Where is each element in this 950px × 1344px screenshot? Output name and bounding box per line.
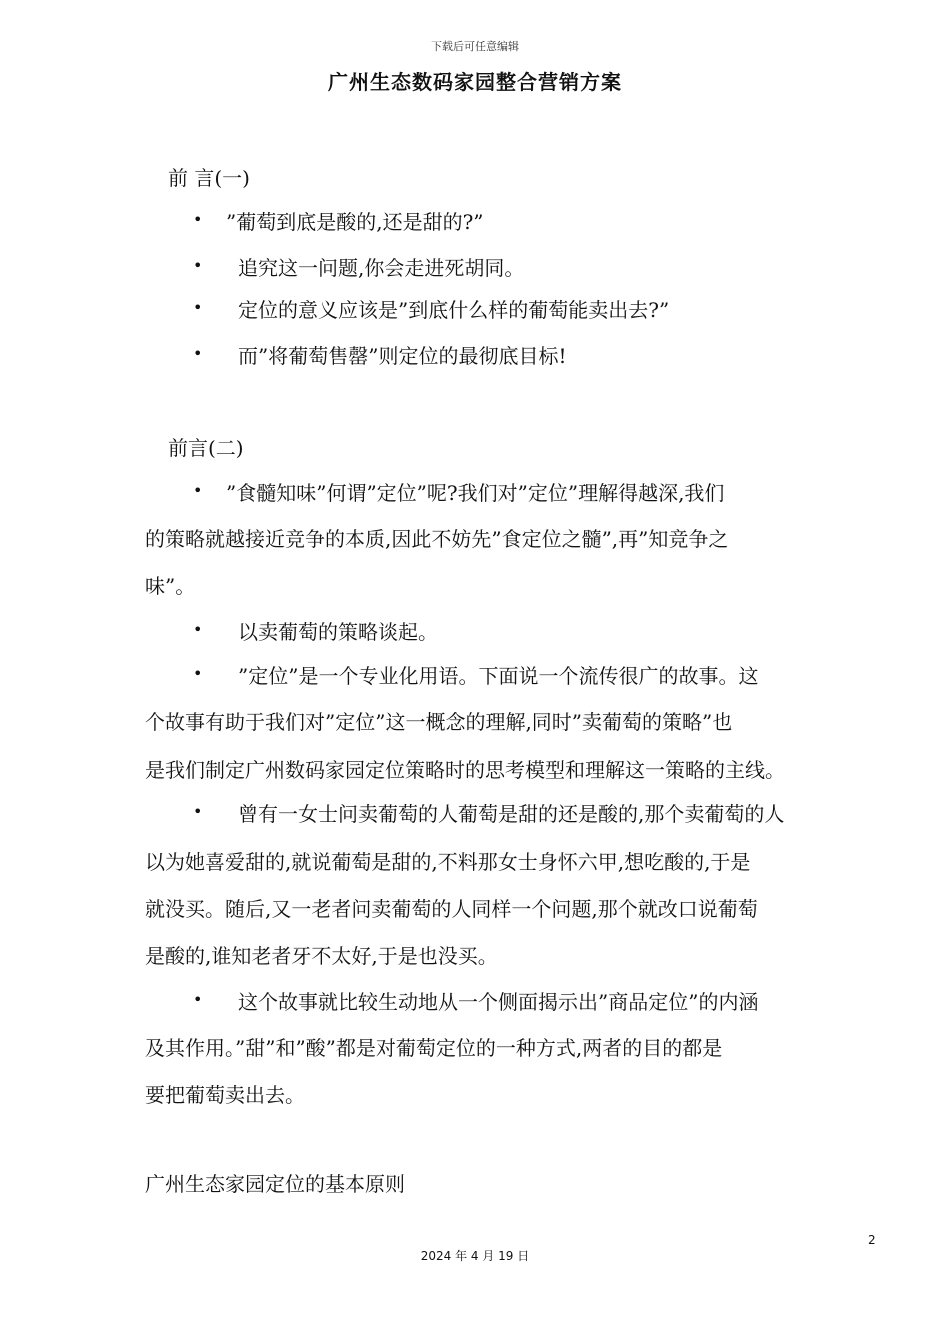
list-item: 而”将葡萄售罄”则定位的最彻底目标! bbox=[238, 344, 567, 368]
paragraph-line: 这个故事就比较生动地从一个侧面揭示出”商品定位”的内涵 bbox=[238, 990, 759, 1014]
paragraph-line: 以为她喜爱甜的,就说葡萄是甜的,不料那女士身怀六甲,想吃酸的,于是 bbox=[145, 850, 751, 874]
paragraph-line: 就没买。随后,又一老者问卖葡萄的人同样一个问题,那个就改口说葡萄 bbox=[145, 897, 758, 921]
list-item: ”葡萄到底是酸的,还是甜的?” bbox=[226, 210, 484, 234]
bullet-dot: • bbox=[193, 620, 203, 639]
paragraph-line: 是酸的,谁知老者牙不太好,于是也没买。 bbox=[145, 944, 498, 968]
section-heading-preface-1: 前 言(一) bbox=[168, 166, 250, 190]
page-number: 2 bbox=[868, 1233, 876, 1247]
paragraph-line: 以卖葡萄的策略谈起。 bbox=[238, 620, 438, 644]
section-heading-preface-2: 前言(二) bbox=[168, 436, 244, 460]
list-item: 追究这一问题,你会走进死胡同。 bbox=[238, 256, 525, 280]
paragraph-line: 是我们制定广州数码家园定位策略时的思考模型和理解这一策略的主线。 bbox=[145, 758, 785, 782]
paragraph-line: 的策略就越接近竞争的本质,因此不妨先”食定位之髓”,再”知竞争之 bbox=[145, 527, 729, 551]
bullet-dot: • bbox=[193, 298, 203, 317]
bullet-dot: • bbox=[193, 256, 203, 275]
paragraph-line: 要把葡萄卖出去。 bbox=[145, 1083, 305, 1107]
list-item: 定位的意义应该是”到底什么样的葡萄能卖出去?” bbox=[238, 298, 670, 322]
bullet-dot: • bbox=[193, 990, 203, 1009]
document-title: 广州生态数码家园整合营销方案 bbox=[328, 70, 622, 94]
bullet-dot: • bbox=[193, 210, 203, 229]
paragraph-line: 个故事有助于我们对”定位”这一概念的理解,同时”卖葡萄的策略”也 bbox=[145, 710, 733, 734]
paragraph-line: 及其作用。”甜”和”酸”都是对葡萄定位的一种方式,两者的目的都是 bbox=[145, 1036, 723, 1060]
bullet-dot: • bbox=[193, 344, 203, 363]
header-note: 下载后可任意编辑 bbox=[431, 40, 519, 53]
footer-date: 2024 年 4 月 19 日 bbox=[420, 1249, 530, 1263]
section-heading-principles: 广州生态家园定位的基本原则 bbox=[145, 1172, 405, 1196]
paragraph-line: ”食髓知味”何谓”定位”呢?我们对”定位”理解得越深,我们 bbox=[226, 481, 725, 505]
paragraph-line: ”定位”是一个专业化用语。下面说一个流传很广的故事。这 bbox=[238, 664, 759, 688]
bullet-dot: • bbox=[193, 481, 203, 500]
paragraph-line: 味”。 bbox=[145, 574, 196, 598]
bullet-dot: • bbox=[193, 664, 203, 683]
bullet-dot: • bbox=[193, 802, 203, 821]
paragraph-line: 曾有一女士问卖葡萄的人葡萄是甜的还是酸的,那个卖葡萄的人 bbox=[238, 802, 785, 826]
